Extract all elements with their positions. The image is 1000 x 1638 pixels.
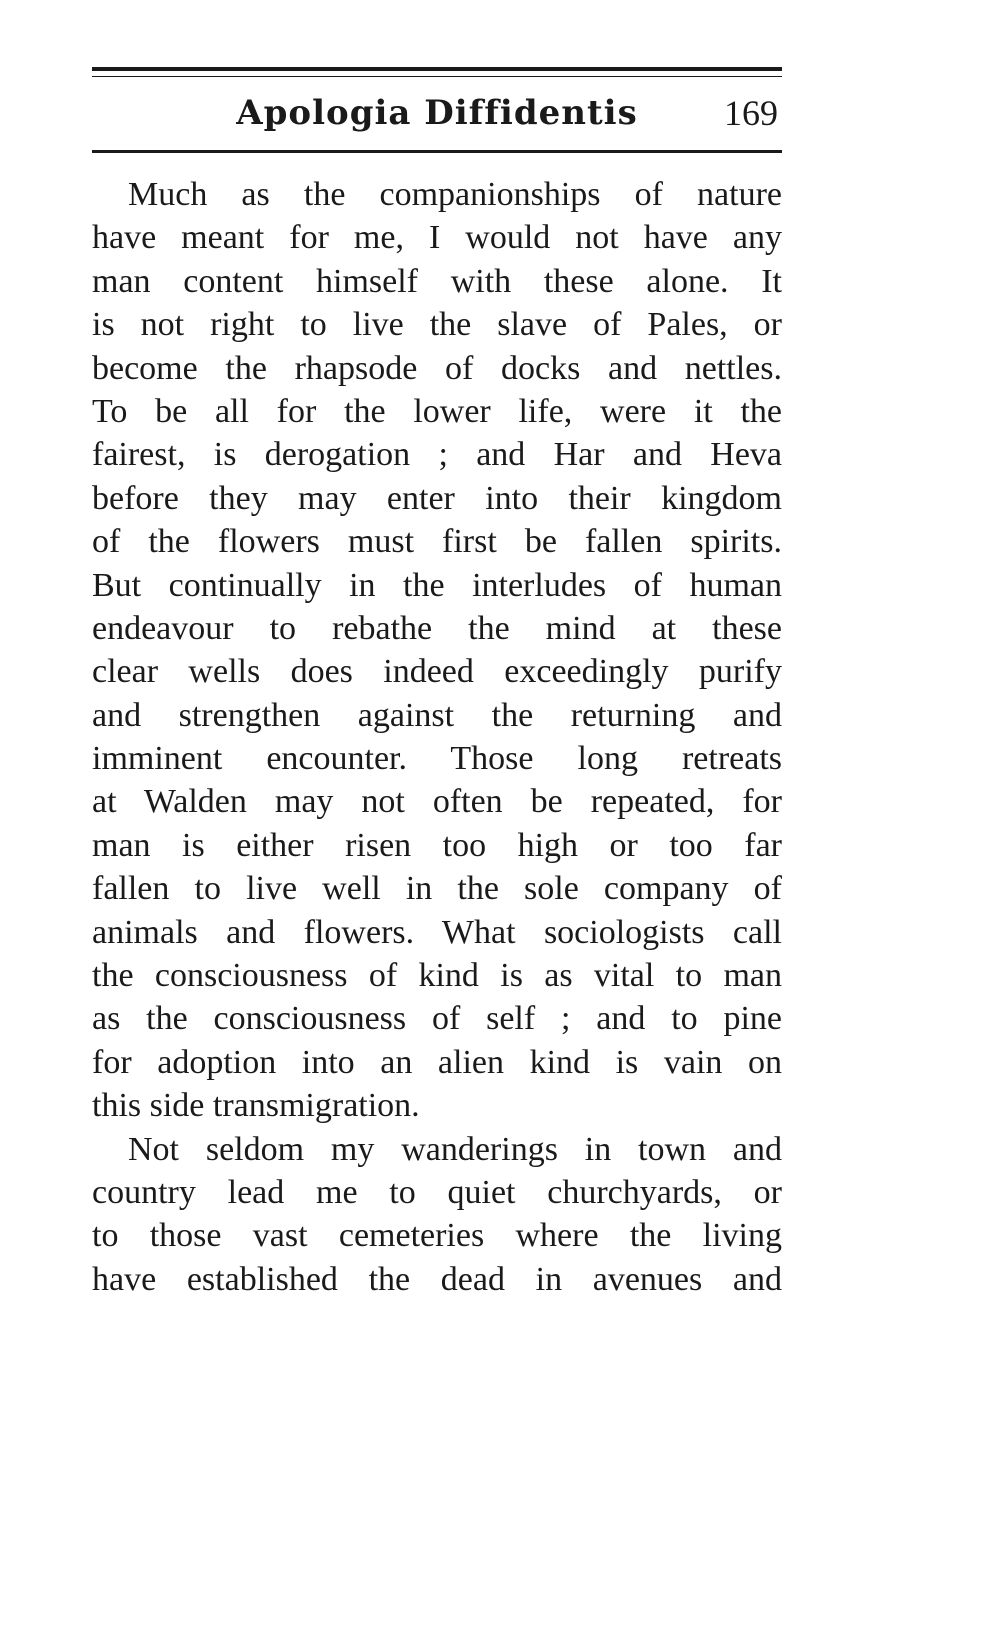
text-line: have established the dead in avenues and [92,1260,782,1298]
text-line: animals and flowers. What sociologists call [92,913,782,951]
text-line: To be all for the lower life, were it the [92,392,782,430]
page-number: 169 [724,93,778,133]
header-bottom-rule [92,150,782,153]
text-line: have meant for me, I would not have any [92,219,782,257]
running-title: Apologia Diffidentis [236,93,638,133]
text-line: and strengthen against the returning and [92,696,782,734]
text-line: clear wells does indeed exceedingly purify [92,653,782,691]
text-line: the consciousness of kind is as vital to man [92,957,782,995]
text-line: fairest, is derogation ; and Har and Heva [92,436,782,474]
text-line: man content himself with these alone. It [92,262,782,300]
text-line: for adoption into an alien kind is vain on [92,1043,782,1081]
text-line: of the flowers must first be fallen spirits. [92,523,782,561]
top-rule-thick [92,67,782,71]
text-line: But continually in the interludes of human [92,566,782,604]
top-rule-thin [92,76,782,77]
text-line: country lead me to quiet churchyards, or [92,1173,782,1211]
text-line: Much as the companionships of nature [128,176,782,213]
text-line: imminent encounter. Those long retreats [92,740,782,778]
text-line: fallen to live well in the sole company of [92,870,782,908]
text-line: at Walden may not often be repeated, for [92,783,782,821]
body-text [92,173,782,1301]
text-line: endeavour to rebathe the mind at these [92,609,782,647]
text-line: as the consciousness of self ; and to pine [92,1000,782,1038]
text-line: to those vast cemeteries where the living [92,1217,782,1255]
running-head [92,88,782,144]
text-line: man is either risen too high or too far [92,826,782,864]
text-line: Not seldom my wanderings in town and [128,1130,782,1168]
text-line: become the rhapsode of docks and nettles. [92,349,782,387]
text-line: before they may enter into their kingdom [92,479,782,517]
text-line: is not right to live the slave of Pales, or [92,306,782,344]
text-line: this side transmigration. [92,1087,420,1125]
